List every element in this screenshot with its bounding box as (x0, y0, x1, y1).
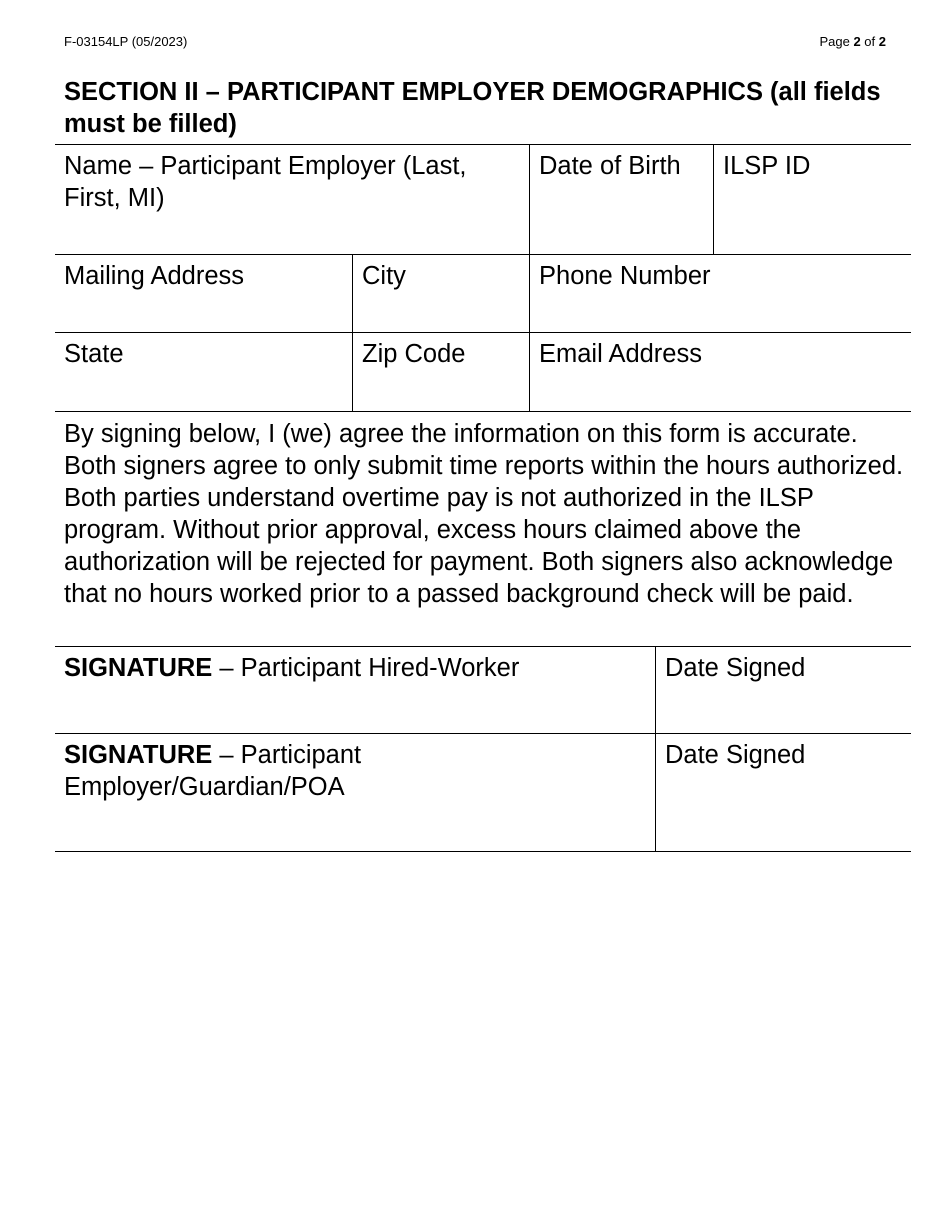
signature-bold: SIGNATURE (64, 741, 213, 769)
page-total: 2 (878, 34, 886, 49)
divider (352, 254, 353, 412)
ilsp-id-label: ILSP ID (723, 152, 811, 180)
divider (713, 144, 714, 255)
divider (55, 411, 911, 412)
state-field[interactable] (56, 334, 352, 411)
dob-label: Date of Birth (539, 152, 681, 180)
phone-label: Phone Number (539, 262, 711, 290)
page-prefix: Page (819, 34, 850, 49)
page-indicator (819, 34, 886, 49)
name-label: Name – Participant Employer (Last, First, MI) (64, 152, 467, 212)
divider (55, 733, 911, 734)
divider (55, 144, 911, 145)
signature-employer-field[interactable] (56, 735, 496, 851)
divider (55, 332, 911, 333)
email-field[interactable] (531, 334, 911, 411)
page-current: 2 (853, 34, 861, 49)
city-field[interactable] (354, 256, 529, 332)
city-label: City (362, 262, 406, 290)
agreement-text: By signing below, I (we) agree the information on this form is accurate. Both signers agree to only submit time reports within the hours authorized. Both parties understand overtime pay is not authorized in the ILSP program. Without prior approval, excess hours claimed above the authorization will be rejected for payment. Both signers also acknowledge that no hours worked prior to a passed background check will be paid. (64, 420, 904, 608)
email-label: Email Address (539, 340, 702, 368)
ilsp-id-field[interactable] (715, 146, 911, 254)
signature-hired-worker-field[interactable] (56, 648, 655, 733)
section-title: SECTION II – PARTICIPANT EMPLOYER DEMOGRAPHICS (all fields must be filled) (64, 78, 881, 138)
page-of: of (864, 34, 876, 49)
divider (55, 851, 911, 852)
mailing-address-field[interactable] (56, 256, 352, 332)
divider (655, 646, 656, 852)
date-signed-label: Date Signed (665, 654, 806, 682)
signature-label: – Participant Employer/Guardian/POA (64, 741, 362, 801)
divider (55, 646, 911, 647)
dob-field[interactable] (531, 146, 713, 254)
state-label: State (64, 340, 124, 368)
signature-label: – Participant Hired-Worker (212, 654, 520, 682)
date-signed-hired-worker-field[interactable] (657, 648, 911, 733)
phone-field[interactable] (531, 256, 911, 332)
date-signed-employer-field[interactable] (657, 735, 911, 851)
mailing-address-label: Mailing Address (64, 262, 245, 290)
divider (529, 144, 530, 412)
divider (55, 254, 911, 255)
date-signed-label: Date Signed (665, 741, 806, 769)
zip-label: Zip Code (362, 340, 466, 368)
form-number: F-03154LP (05/2023) (64, 34, 188, 49)
zip-field[interactable] (354, 334, 529, 411)
name-field[interactable] (56, 146, 529, 254)
signature-bold: SIGNATURE (64, 654, 213, 682)
